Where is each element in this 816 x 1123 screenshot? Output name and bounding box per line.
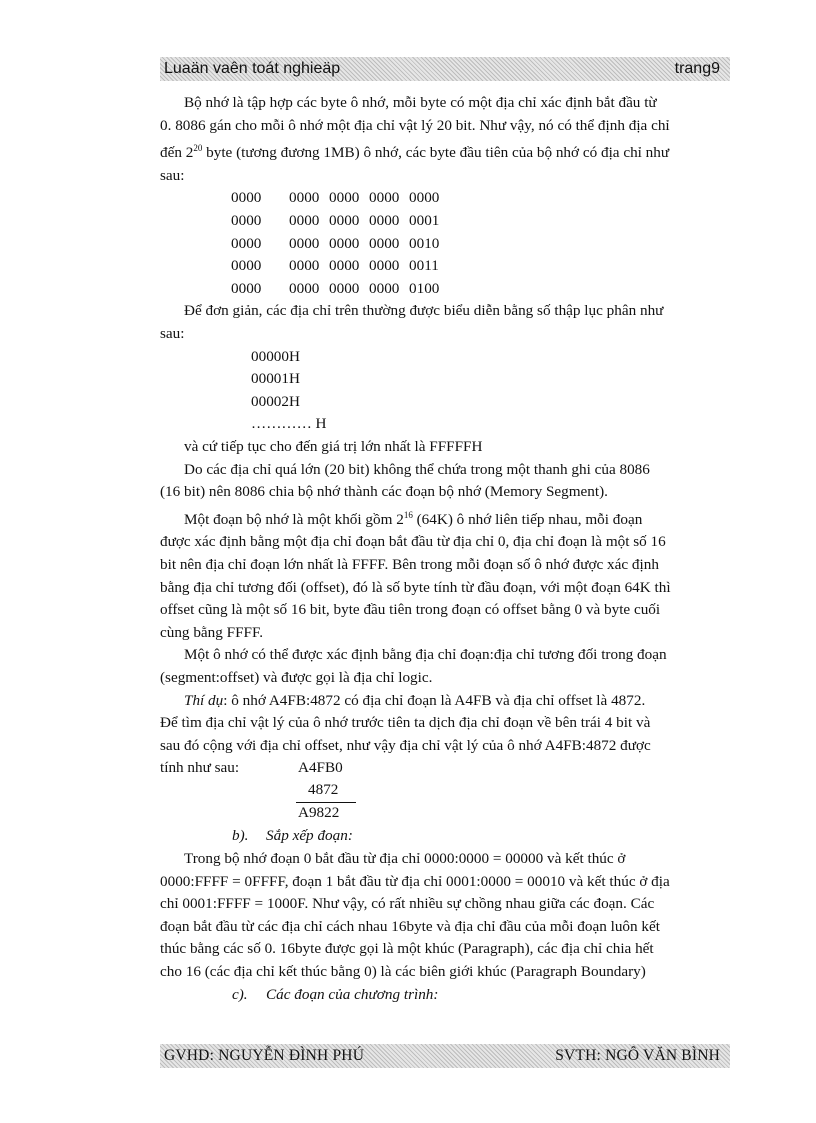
binary-cell: 0000 (369, 212, 400, 230)
text-fragment: Một đoạn bộ nhớ là một khối gồm 2 (184, 510, 404, 528)
binary-address-table (160, 187, 730, 300)
text-line: cùng bằng FFFF. (160, 623, 264, 641)
text-line: Bộ nhớ là tập hợp các byte ô nhớ, mỗi byte có một địa chỉ xác định bắt đầu từ (184, 94, 657, 111)
text-line: Do các địa chỉ quá lớn (20 bit) không thể chứa trong một thanh ghi của 8086 (184, 460, 650, 478)
binary-cell: 0100 (409, 279, 440, 297)
binary-cell: 0000 (329, 257, 360, 275)
text-fragment: byte (tương đương 1MB) ô nhớ, các byte đầu tiên của bộ nhớ có địa chỉ như (202, 144, 670, 162)
text-line (160, 690, 730, 713)
binary-cell: 0000 (231, 212, 262, 230)
text-line: tính như sau: (160, 759, 240, 777)
text-fragment: : ô nhớ A4FB:4872 có địa chỉ đoạn là A4FB và địa chỉ offset là 4872. (223, 691, 646, 709)
text-line: 0. 8086 gán cho mỗi ô nhớ một địa chỉ vật lý 20 bit. Như vậy, nó có thể định địa chỉ (160, 116, 670, 134)
calc-operand-b: 4872 (308, 781, 339, 799)
superscript: 20 (193, 143, 203, 154)
calc-operand-a: A4FB0 (298, 759, 343, 777)
document-body (160, 92, 730, 1006)
paragraph-continue: và cứ tiếp tục cho đến giá trị lớn nhất là FFFFFH (184, 437, 483, 455)
section-label: b). (232, 827, 249, 845)
text-line: được xác định bằng một địa chỉ đoạn bắt đầu từ địa chỉ 0, địa chỉ đoạn là một số 16 (160, 533, 666, 551)
address-calculation (160, 757, 730, 825)
binary-row (231, 278, 730, 301)
text-line: bằng địa chỉ tương đối (offset), đó là số byte tính từ đầu đoạn, với một đoạn 64K thì (160, 578, 671, 596)
section-title: Sắp xếp đoạn: (266, 827, 353, 845)
hex-address: 00001H (251, 370, 300, 388)
binary-cell: 0000 (289, 234, 320, 252)
hex-address: 00000H (251, 347, 300, 365)
binary-cell: 0000 (289, 189, 320, 207)
binary-cell: 0000 (369, 257, 400, 275)
text-line: cho 16 (các địa chỉ kết thúc bằng 0) là các biên giới khúc (Paragraph Boundary) (160, 962, 646, 980)
text-line: Để tìm địa chỉ vật lý của ô nhớ trước tiên ta dịch địa chỉ đoạn về bên trái 4 bit và (160, 714, 651, 732)
page-number: trang9 (674, 60, 720, 77)
binary-cell: 0000 (329, 212, 360, 230)
binary-cell: 0000 (289, 257, 320, 275)
binary-cell: 0000 (329, 234, 360, 252)
section-label: c). (232, 985, 248, 1003)
text-fragment: đến 2 (160, 144, 194, 162)
binary-cell: 0000 (369, 189, 400, 207)
binary-cell: 0000 (231, 234, 262, 252)
text-line: đoạn bắt đầu từ các địa chỉ cách nhau 16byte và địa chỉ đầu của mỗi đoạn luôn kết (160, 917, 660, 935)
text-line: sau: (160, 325, 185, 342)
section-heading-c (232, 984, 730, 1007)
binary-cell: 0000 (409, 189, 440, 207)
text-line: Một ô nhớ có thể được xác định bằng địa chỉ đoạn:địa chỉ tương đối trong đoạn (184, 646, 667, 664)
paragraph-segment-layout (160, 848, 730, 984)
hex-address-list (160, 346, 730, 436)
binary-row (231, 255, 730, 278)
page-header (160, 57, 730, 81)
page-footer (160, 1044, 730, 1068)
section-title: Các đoạn của chương trình: (266, 985, 439, 1003)
binary-cell: 0000 (289, 279, 320, 297)
text-line (160, 504, 730, 532)
binary-row (231, 233, 730, 256)
text-line: sau đó cộng với địa chỉ offset, như vậy địa chỉ vật lý của ô nhớ A4FB:4872 được (160, 736, 651, 754)
binary-cell: 0010 (409, 234, 440, 252)
superscript: 16 (403, 509, 413, 520)
binary-cell: 0000 (329, 279, 360, 297)
binary-cell: 0000 (329, 189, 360, 207)
paragraph-logical-address (160, 644, 730, 689)
binary-cell: 0000 (289, 212, 320, 230)
text-line: 0000:FFFF = 0FFFF, đoạn 1 bắt đầu từ địa chỉ 0001:0000 = 00010 và kết thúc ở địa (160, 872, 670, 890)
text-line: chỉ 0001:FFFF = 1000F. Như vậy, có rất nhiều sự chồng nhau giữa các đoạn. Các (160, 895, 655, 913)
text-line: bit nên địa chỉ đoạn lớn nhất là FFFF. Bên trong mỗi đoạn số ô nhớ được xác định (160, 556, 659, 573)
binary-cell: 0000 (231, 279, 262, 297)
binary-cell: 0001 (409, 212, 440, 230)
header-title: Luaän vaên toát nghieäp (164, 60, 341, 77)
text-line: sau: (160, 166, 185, 184)
hex-address: ………… H (251, 415, 327, 433)
binary-row (231, 210, 730, 233)
binary-row (231, 187, 730, 210)
text-line: offset cũng là một số 16 bit, byte đầu tiên trong đoạn có offset bằng 0 và byte cuối (160, 601, 661, 619)
text-fragment: (64K) ô nhớ liên tiếp nhau, mỗi đoạn (412, 510, 643, 528)
paragraph-hex-intro (160, 300, 730, 345)
binary-cell: 0000 (231, 257, 262, 275)
footer-student: SVTH: NGÔ VĂN BÌNH (555, 1047, 720, 1064)
text-line (160, 137, 730, 165)
binary-cell: 0000 (369, 279, 400, 297)
text-line: Để đơn giản, các địa chỉ trên thường được biểu diễn bằng số thập lục phân như (184, 302, 664, 320)
binary-cell: 0000 (231, 189, 262, 207)
example-label: Thí dụ (184, 691, 224, 709)
calc-result: A9822 (298, 804, 340, 822)
binary-cell: 0000 (369, 234, 400, 252)
section-heading-b (232, 825, 730, 848)
binary-cell: 0011 (409, 257, 439, 275)
paragraph-memory-intro (160, 92, 730, 187)
paragraph-segment-reason (160, 459, 730, 504)
paragraph-segment-definition (160, 504, 730, 645)
text-line: (16 bit) nên 8086 chia bộ nhớ thành các đoạn bộ nhớ (Memory Segment). (160, 483, 608, 501)
text-line: thúc bằng các số 0. 16byte được gọi là một khúc (Paragraph), các địa chỉ chia hết (160, 940, 654, 958)
text-line: Trong bộ nhớ đoạn 0 bắt đầu từ địa chỉ 0000:0000 = 00000 và kết thúc ở (184, 849, 626, 867)
hex-address: 00002H (251, 392, 300, 410)
paragraph-example (160, 690, 730, 826)
text-line: (segment:offset) và được gọi là địa chỉ logic. (160, 668, 433, 686)
footer-advisor: GVHD: NGUYỄN ĐÌNH PHÚ (164, 1047, 365, 1064)
